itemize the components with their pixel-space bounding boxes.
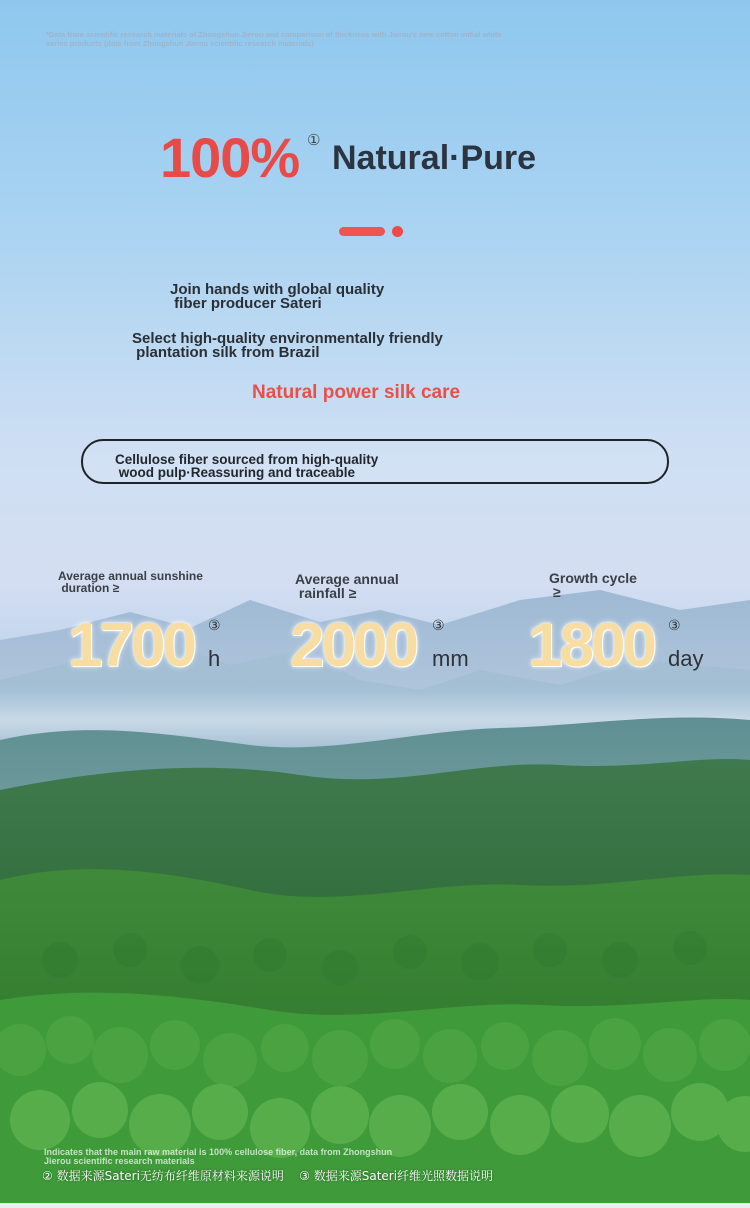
stat-value-growth: 1800 — [528, 611, 654, 680]
stat-unit-growth: day — [668, 646, 704, 671]
headline-percent: 100% — [160, 126, 300, 189]
stat-mark-growth: ③ — [668, 618, 681, 634]
stat-mark-sunshine: ③ — [208, 618, 221, 634]
stat-unit-sunshine: h — [208, 646, 221, 671]
headline-footnote-mark: ① — [307, 131, 321, 149]
footnote-data-sources: ② 数据来源Sateri无纺布纤维原材料来源说明 ③ 数据来源Sateri纤维光照数据说明 — [42, 1169, 494, 1183]
divider-pill — [339, 227, 385, 236]
divider-dot — [392, 226, 403, 237]
stat-unit-rainfall: mm — [432, 646, 469, 671]
headline-title: Natural·Pure — [332, 139, 537, 177]
stat-label-rainfall: Average annual rainfall ≥ — [295, 571, 399, 601]
traceable-capsule — [81, 439, 669, 484]
capsule-text: Cellulose fiber sourced from high-quality wood pulp·Reassuring and traceable — [115, 452, 379, 480]
footnote-main-material: Indicates that the main raw material is 100% cellulose fiber, data from Zhongshun Jierou scientific research materials — [44, 1147, 393, 1166]
stat-value-sunshine: 1700 — [68, 611, 194, 680]
top-disclaimer: *Data from scientific research materials of Zhongshun Jierou and comparison of thickness with Jierou's new cotton initial white series products (data from Zhongshun Jierou scientific research materials) — [46, 30, 502, 48]
stat-value-rainfall: 2000 — [290, 611, 416, 680]
headline — [160, 125, 630, 195]
intro-line-1: Join hands with global quality fiber producer Sateri — [170, 281, 385, 312]
stat-label-growth: Growth cycle ≥ — [549, 570, 637, 600]
intro-line-2: Select high-quality environmentally friendly plantation silk from Brazil — [132, 330, 443, 361]
stat-mark-rainfall: ③ — [432, 618, 445, 634]
bottom-edge — [0, 1203, 750, 1208]
intro-highlight: Natural power silk care — [252, 382, 461, 403]
stat-label-sunshine: Average annual sunshine duration ≥ — [58, 569, 203, 595]
